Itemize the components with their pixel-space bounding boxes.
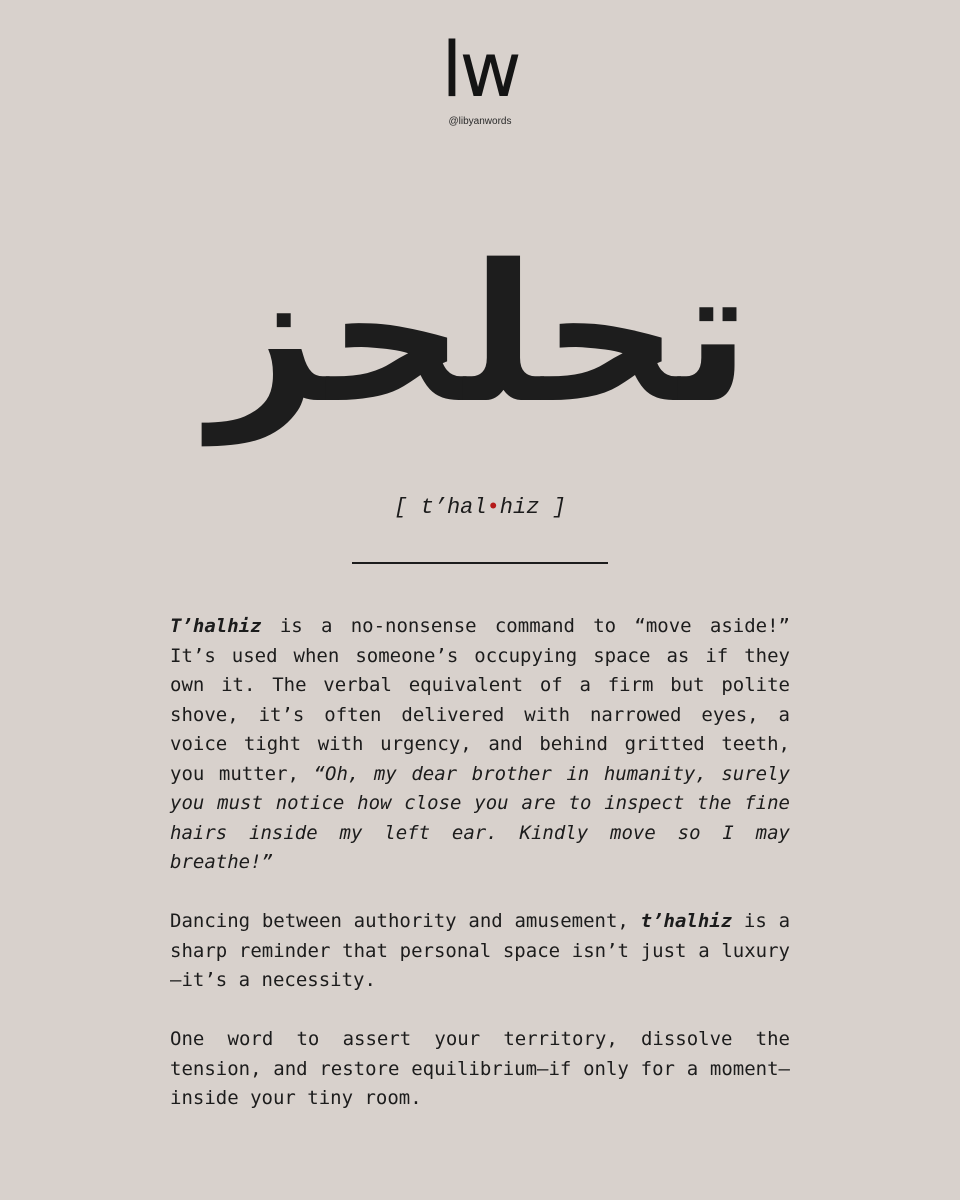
paragraph-text: is a sharp reminder that personal space isn’t just a luxury—it’s a necessity. bbox=[170, 910, 791, 991]
definition-paragraph-2 bbox=[170, 907, 790, 996]
pronunciation-second-syllable: hiz ] bbox=[499, 495, 566, 520]
arabic-word: تحلحز bbox=[209, 224, 751, 445]
logo-mark: lw bbox=[441, 25, 519, 114]
social-handle: @libyanwords bbox=[448, 116, 512, 127]
definition-paragraph-1 bbox=[170, 612, 790, 878]
syllable-separator-dot: • bbox=[486, 495, 500, 520]
paragraph-text: is a no-nonsense command to “move aside!” It’s used when someone’s occupying space as if they own it. The verbal equivalent of a firm but polite shove, it’s often delivered with narrowed eyes, a voice tight with urgency, and behind gritted teeth, you mutter, bbox=[170, 615, 790, 785]
paragraph-text: One word to assert your territory, dissolve the tension, and restore equilibrium—if only for a moment—inside your tiny room. bbox=[170, 1028, 790, 1109]
term-emphasis: T’halhiz bbox=[170, 615, 262, 637]
paragraph-text: Dancing between authority and amusement, bbox=[170, 910, 641, 932]
divider-line bbox=[352, 562, 608, 564]
pronunciation-first-syllable: [ t’hal bbox=[394, 495, 487, 520]
pronunciation bbox=[0, 494, 960, 522]
definition-paragraph-3 bbox=[170, 1025, 790, 1114]
quoted-mutter: “Oh, my dear brother in humanity, surely you must notice how close you are to inspect the fine hairs inside my left ear. Kindly move so I may breathe!” bbox=[170, 762, 790, 873]
term-emphasis: t’halhiz bbox=[640, 910, 733, 932]
brand-logo bbox=[0, 25, 960, 128]
definition-body bbox=[170, 612, 790, 1114]
